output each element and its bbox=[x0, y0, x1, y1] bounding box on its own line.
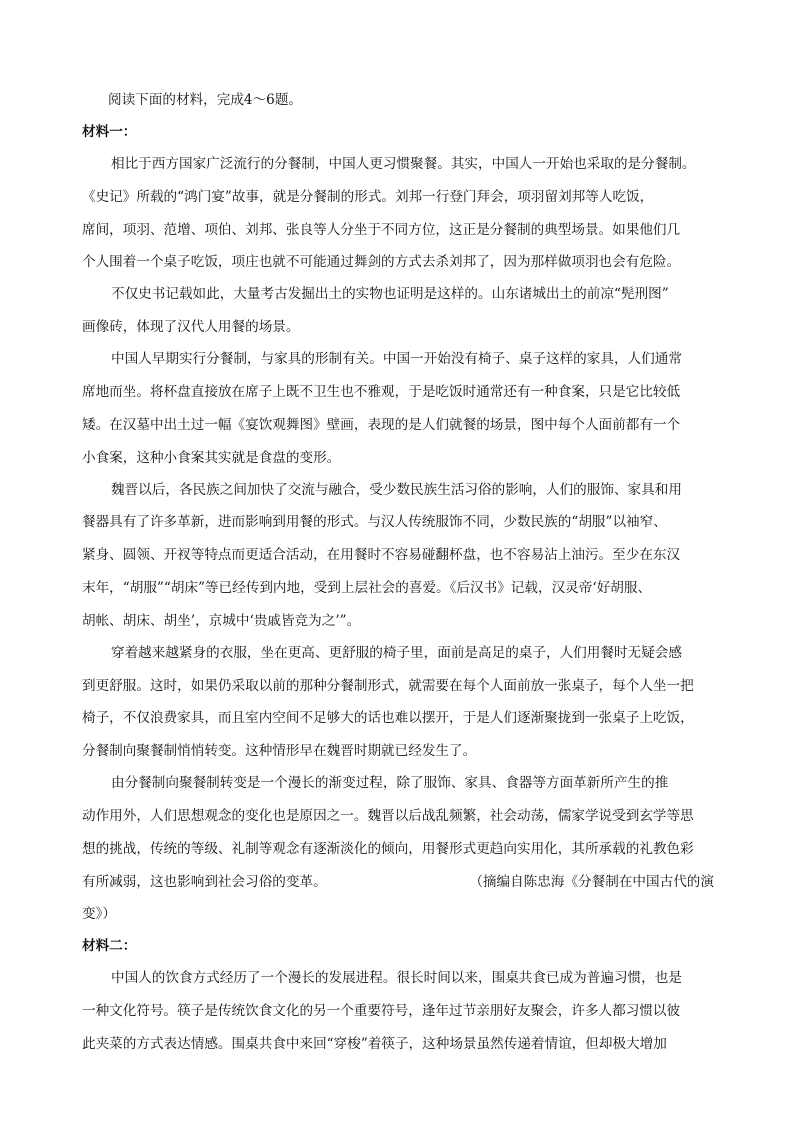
text-line: 末年，“胡服”“胡床”等已经传到内地，受到上层社会的喜爱。《后汉书》记载，汉灵帝‘好胡服、 bbox=[82, 579, 652, 596]
text-line: 由分餐制向聚餐制转变是一个漫长的渐变过程，除了服饰、家具、食器等方面革新所产生的推 bbox=[111, 775, 669, 792]
text-line: 一种文化符号。筷子是传统饮食文化的另一个重要符号，逢年过节亲朋好友聚会，许多人都习惯以彼 bbox=[82, 1003, 681, 1020]
material-2-paragraph-1 bbox=[82, 968, 714, 1054]
text-line: 席地而坐。将杯盘直接放在席子上既不卫生也不雅观，于是吃饭时通常还有一种食案，只是它比较低 bbox=[82, 383, 681, 400]
text-line: 个人围着一个桌子吃饭，项庄也就不可能通过舞剑的方式去杀刘邦了，因为那样做项羽也会有危险。 bbox=[82, 254, 681, 271]
text-line: 小食案，这种小食案其实就是食盘的变形。 bbox=[82, 449, 341, 466]
text-line: 紧身、圆领、开衩等特点而更适合活动，在用餐时不容易碰翻杯盘，也不容易沾上油污。至少在东汉 bbox=[82, 547, 681, 564]
text-line: 餐器具有了许多革新，进而影响到用餐的形式。与汉人传统服饰不同，少数民族的“胡服”以袖窄、 bbox=[82, 514, 667, 531]
source-citation-end: 变》） bbox=[82, 906, 116, 923]
text-line: 中国人早期实行分餐制，与家具的形制有关。中国一开始没有椅子、桌子这样的家具，人们通常 bbox=[111, 351, 682, 368]
material-1-paragraph-1 bbox=[82, 154, 714, 272]
text-line: 席间，项羽、范增、项伯、刘邦、张良等人分坐于不同方位，这正是分餐制的典型场景。如果他们几 bbox=[82, 221, 681, 238]
text-line: 胡帐、胡床、胡坐’，京城中‘贵戚皆竞为之’”。 bbox=[82, 612, 361, 629]
source-citation: （摘编自陈忠海《分餐制在中国古代的演 bbox=[469, 873, 714, 890]
material-1-paragraph-5 bbox=[82, 643, 714, 761]
text-line: 魏晋以后，各民族之间加快了交流与融合，受少数民族生活习俗的影响，人们的服饰、家具和用 bbox=[111, 481, 682, 498]
text-line: 矮。在汉墓中出土过一幅《宴饮观舞图》壁画，表现的是人们就餐的场景，图中每个人面前都有一个 bbox=[82, 416, 681, 433]
material-1-paragraph-4 bbox=[82, 480, 714, 631]
text-line: 此夹菜的方式表达情感。围桌共食中来回“穿梭”着筷子，这种场景虽然传递着情谊，但却极大增加 bbox=[82, 1035, 667, 1052]
material-1-paragraph-6 bbox=[82, 773, 714, 924]
text-line: 有所减弱，这也影响到社会习俗的变革。 bbox=[82, 873, 327, 890]
material-1-paragraph-2 bbox=[82, 284, 714, 337]
text-line: 《史记》所载的“鸿门宴”故事，就是分餐制的形式。刘邦一行登门拜会，项羽留刘邦等人吃饭， bbox=[82, 188, 654, 205]
material-1-paragraph-3 bbox=[82, 349, 714, 467]
document-page bbox=[82, 90, 714, 1066]
text-line: 画像砖，体现了汉代人用餐的场景。 bbox=[82, 319, 300, 336]
text-line: 穿着越来越紧身的衣服，坐在更高、更舒服的椅子里，面前是高足的桌子，人们用餐时无疑会感 bbox=[111, 644, 682, 661]
reading-instruction: 阅读下面的材料，完成4～6题。 bbox=[108, 92, 303, 108]
text-line: 不仅史书记载如此，大量考古发掘出土的实物也证明是这样的。山东诸城出土的前凉“髡刑图” bbox=[111, 286, 669, 303]
text-line: 中国人的饮食方式经历了一个漫长的发展进程。很长时间以来，围桌共食已成为普遍习惯，也是 bbox=[111, 970, 682, 987]
text-line: 到更舒服。这时，如果仍采取以前的那种分餐制形式，就需要在每个人面前放一张桌子，每个人坐一把 bbox=[82, 677, 694, 694]
material-1-heading: 材料一： bbox=[82, 124, 137, 140]
text-line: 相比于西方国家广泛流行的分餐制，中国人更习惯聚餐。其实，中国人一开始也采取的是分餐制。 bbox=[111, 156, 696, 172]
text-line: 动作用外，人们思想观念的变化也是原因之一。魏晋以后战乱频繁，社会动荡，儒家学说受到玄学等思 bbox=[82, 807, 694, 824]
text-line: 椅子，不仅浪费家具，而且室内空间不足够大的话也难以摆开，于是人们逐渐聚拢到一张桌子上吃饭， bbox=[82, 710, 694, 727]
source-citation-line bbox=[82, 872, 714, 892]
material-2-heading: 材料二： bbox=[82, 938, 137, 955]
text-line: 想的挑战，传统的等级、礼制等观念有逐渐淡化的倾向，用餐形式更趋向实用化，其所承载的礼教色彩 bbox=[82, 840, 694, 857]
text-line: 分餐制向聚餐制悄悄转变。这种情形早在魏晋时期就已经发生了。 bbox=[82, 743, 477, 760]
